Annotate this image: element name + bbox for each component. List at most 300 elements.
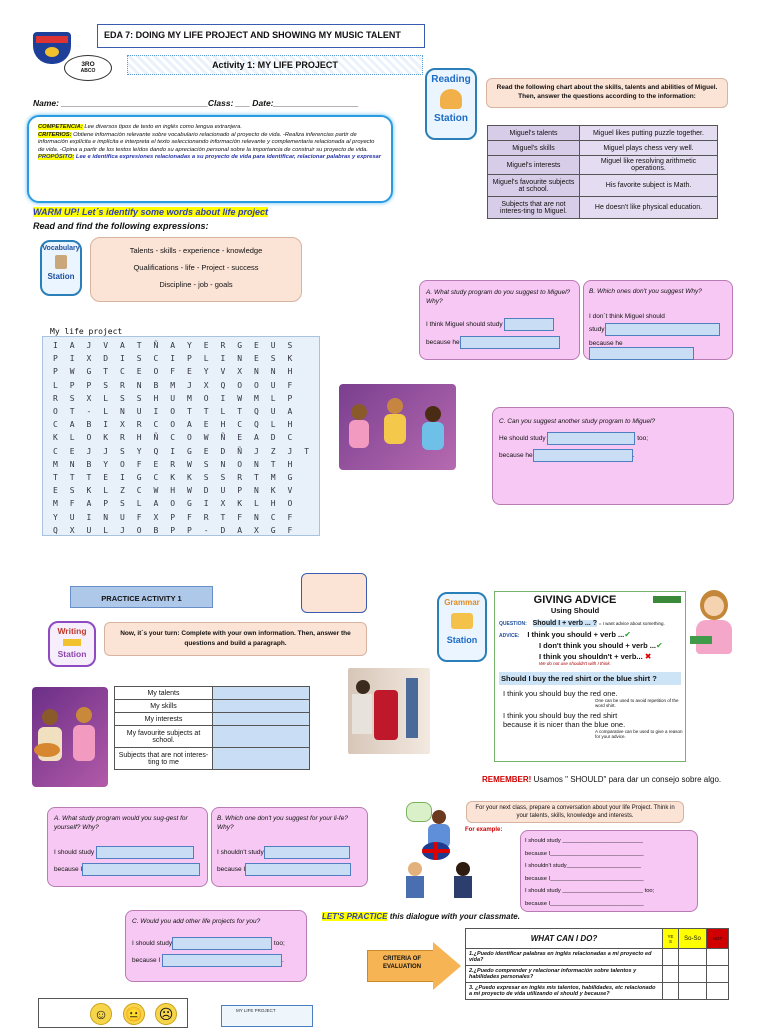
question-b-line3: because he bbox=[589, 340, 623, 347]
wordsearch-letter[interactable]: X bbox=[69, 525, 75, 535]
wordsearch-letter[interactable]: H bbox=[170, 486, 176, 496]
wordsearch-letter[interactable]: Z bbox=[270, 446, 276, 456]
wordsearch-letter[interactable]: N bbox=[220, 459, 226, 469]
wordsearch-letter[interactable]: I bbox=[119, 472, 125, 482]
wordsearch-letter[interactable]: T bbox=[253, 472, 259, 482]
wordsearch-letter[interactable]: C bbox=[136, 486, 142, 496]
wordsearch-letter[interactable]: B bbox=[153, 380, 159, 390]
reading-instruction-box: Read the following chart about the skills, talents and abilities of Miguel. Then, answer the questions according to the information: bbox=[486, 78, 728, 108]
question-a2-line1: I should study bbox=[54, 849, 95, 857]
cross-icon: ✖ bbox=[644, 652, 652, 661]
wordsearch-letter[interactable]: U bbox=[170, 393, 176, 403]
question-note: = I want advice about something. bbox=[598, 621, 665, 626]
wordsearch-letter[interactable]: P bbox=[170, 512, 176, 522]
answer-input-a2-2[interactable] bbox=[82, 863, 200, 876]
wordsearch-letter[interactable]: G bbox=[186, 499, 192, 509]
wordsearch-letter[interactable]: R bbox=[119, 433, 125, 443]
wordsearch-row bbox=[47, 510, 315, 523]
wordsearch-letter[interactable]: Q bbox=[153, 446, 159, 456]
wordsearch-letter[interactable]: P bbox=[186, 525, 192, 535]
wordsearch-letter[interactable]: R bbox=[203, 512, 209, 522]
wordsearch-letter[interactable]: S bbox=[69, 393, 75, 403]
criteria-checkbox[interactable] bbox=[707, 966, 729, 983]
wordsearch-letter[interactable]: J bbox=[103, 446, 109, 456]
giving-advice-title: GIVING ADVICE bbox=[533, 594, 617, 606]
conversation-line[interactable]: because I_____________________________ bbox=[525, 850, 644, 857]
wordsearch-letter[interactable]: F bbox=[69, 499, 75, 509]
wordsearch-letter[interactable]: L bbox=[270, 393, 276, 403]
wordsearch-letter[interactable]: T bbox=[69, 407, 75, 417]
wordsearch-letter[interactable]: Y bbox=[186, 341, 192, 351]
wordsearch-letter[interactable]: S bbox=[203, 459, 209, 469]
criteria-checkbox[interactable] bbox=[679, 983, 707, 1000]
grammar-station-top: Grammar bbox=[444, 598, 480, 607]
wordsearch-letter[interactable]: U bbox=[270, 407, 276, 417]
wordsearch-letter[interactable]: - bbox=[203, 525, 209, 535]
wordsearch-letter[interactable]: E bbox=[237, 433, 243, 443]
answer-input-a1[interactable] bbox=[504, 318, 554, 331]
wordsearch-letter[interactable]: P bbox=[186, 354, 192, 364]
wordsearch-letter[interactable]: P bbox=[86, 380, 92, 390]
wordsearch-letter[interactable]: R bbox=[136, 420, 142, 430]
wordsearch-letter[interactable]: X bbox=[86, 393, 92, 403]
wordsearch-letter[interactable]: S bbox=[270, 354, 276, 364]
criteria-checkbox[interactable] bbox=[663, 966, 679, 983]
question-b2-box bbox=[211, 807, 368, 887]
wordsearch-letter[interactable]: P bbox=[52, 367, 58, 377]
wordsearch-letter[interactable]: L bbox=[103, 525, 109, 535]
table-cell-input[interactable] bbox=[213, 700, 310, 713]
wordsearch-letter[interactable]: P bbox=[170, 525, 176, 535]
remember-text: Usamos " SHOULD" para dar un consejo sobre algo. bbox=[531, 775, 722, 784]
wordsearch-row bbox=[47, 392, 315, 405]
wordsearch-letter[interactable]: U bbox=[69, 512, 75, 522]
wordsearch-letter[interactable]: E bbox=[203, 341, 209, 351]
advice-line-2: I don't think you should + verb ... bbox=[539, 641, 656, 650]
wordsearch-letter[interactable]: I bbox=[220, 354, 226, 364]
answer-input-a2[interactable] bbox=[460, 336, 560, 349]
wordsearch-letter[interactable]: U bbox=[270, 341, 276, 351]
wordsearch-letter[interactable]: T bbox=[237, 407, 243, 417]
wordsearch-letter[interactable]: M bbox=[52, 499, 58, 509]
wordsearch-letter[interactable]: O bbox=[170, 499, 176, 509]
table-cell-input[interactable] bbox=[213, 713, 310, 726]
reading-station-top: Reading bbox=[431, 74, 471, 85]
wordsearch-letter[interactable]: E bbox=[52, 486, 58, 496]
question-c2-line2: because I bbox=[132, 957, 161, 965]
wordsearch-letter[interactable]: S bbox=[136, 393, 142, 403]
lets-practice-text: this dialogue with your classmate. bbox=[387, 912, 520, 921]
wordsearch-letter[interactable]: K bbox=[86, 486, 92, 496]
wordsearch-letter[interactable]: J bbox=[119, 525, 125, 535]
wordsearch-letter[interactable]: R bbox=[52, 393, 58, 403]
wordsearch-letter[interactable]: N bbox=[136, 380, 142, 390]
table-cell-input[interactable] bbox=[213, 687, 310, 700]
wordsearch-letter[interactable]: Q bbox=[253, 420, 259, 430]
wordsearch-letter[interactable]: D bbox=[103, 354, 109, 364]
wordsearch-letter[interactable]: O bbox=[237, 459, 243, 469]
wordsearch-letter[interactable]: F bbox=[170, 367, 176, 377]
wordsearch-letter[interactable]: H bbox=[153, 393, 159, 403]
wordsearch-letter[interactable]: S bbox=[103, 380, 109, 390]
wordsearch-letter[interactable]: U bbox=[86, 525, 92, 535]
wordsearch-letter[interactable]: D bbox=[220, 525, 226, 535]
sad-face-icon[interactable]: ☹ bbox=[155, 1003, 177, 1025]
answer-input-b2[interactable] bbox=[589, 347, 694, 360]
wordsearch-letter[interactable]: S bbox=[69, 486, 75, 496]
conversation-line[interactable]: I shouldn't study_______________________ bbox=[525, 863, 641, 869]
wordsearch-letter[interactable]: A bbox=[69, 341, 75, 351]
wordsearch-letter[interactable]: O bbox=[203, 393, 209, 403]
wordsearch-letter[interactable]: J bbox=[186, 380, 192, 390]
wordsearch-letter[interactable]: O bbox=[136, 525, 142, 535]
answer-input-c2-2[interactable] bbox=[162, 954, 282, 967]
wordsearch-letter[interactable]: S bbox=[136, 354, 142, 364]
wordsearch-letter[interactable]: T bbox=[304, 446, 310, 456]
wordsearch-letter[interactable]: G bbox=[237, 341, 243, 351]
wordsearch-letter[interactable]: E bbox=[203, 446, 209, 456]
example-3: I think you should buy the red shirt because it is nicer than the blue one. bbox=[503, 711, 626, 729]
wordsearch-letter[interactable]: E bbox=[136, 367, 142, 377]
wordsearch-letter[interactable]: L bbox=[253, 499, 259, 509]
wordsearch-letter[interactable]: P bbox=[237, 486, 243, 496]
wordsearch-letter[interactable]: N bbox=[253, 367, 259, 377]
wordsearch-letter[interactable]: C bbox=[52, 420, 58, 430]
wordsearch-letter[interactable]: I bbox=[69, 354, 75, 364]
wordsearch-letter[interactable]: L bbox=[103, 393, 109, 403]
wordsearch-letter[interactable]: I bbox=[86, 512, 92, 522]
wordsearch-letter[interactable]: A bbox=[153, 499, 159, 509]
wordsearch-letter[interactable]: N bbox=[270, 367, 276, 377]
wordsearch-letter[interactable]: I bbox=[170, 446, 176, 456]
wordsearch-letter[interactable]: O bbox=[287, 499, 293, 509]
wordsearch-letter[interactable]: I bbox=[220, 393, 226, 403]
wordsearch-letter[interactable]: M bbox=[186, 393, 192, 403]
wordsearch-letter[interactable]: W bbox=[237, 393, 243, 403]
wordsearch-letter[interactable]: V bbox=[103, 341, 109, 351]
wordsearch-letter[interactable]: S bbox=[203, 472, 209, 482]
wordsearch-letter[interactable]: X bbox=[237, 367, 243, 377]
wordsearch-letter[interactable]: J bbox=[287, 446, 293, 456]
answer-input-b2-1[interactable] bbox=[264, 846, 350, 859]
table-cell-input[interactable] bbox=[213, 726, 310, 748]
wordsearch-letter[interactable]: Ñ bbox=[153, 341, 159, 351]
wordsearch-letter[interactable]: R bbox=[220, 341, 226, 351]
kids-dancing-illustration bbox=[339, 384, 456, 470]
wordsearch-letter[interactable]: K bbox=[270, 486, 276, 496]
answer-input-c1[interactable] bbox=[547, 432, 635, 445]
table-cell-value: Miguel plays chess very well. bbox=[580, 141, 718, 156]
wordsearch-letter[interactable]: B bbox=[153, 525, 159, 535]
wordsearch-letter[interactable]: J bbox=[253, 446, 259, 456]
wordsearch-letter[interactable]: T bbox=[69, 472, 75, 482]
wordsearch-row bbox=[47, 497, 315, 510]
wordsearch-letter[interactable]: S bbox=[119, 499, 125, 509]
wordsearch-letter[interactable]: Y bbox=[136, 446, 142, 456]
check-icon: ✔ bbox=[624, 630, 631, 639]
wordsearch-letter[interactable]: E bbox=[153, 459, 159, 469]
wordsearch-letter[interactable]: U bbox=[136, 407, 142, 417]
wordsearch-letter[interactable]: X bbox=[220, 499, 226, 509]
criteria-checkbox[interactable] bbox=[663, 949, 679, 966]
wordsearch-letter[interactable]: H bbox=[287, 420, 293, 430]
wordsearch-letter[interactable]: X bbox=[253, 525, 259, 535]
wordsearch-letter[interactable]: T bbox=[270, 459, 276, 469]
wordsearch-letter[interactable]: Y bbox=[52, 512, 58, 522]
wordsearch-letter[interactable]: A bbox=[86, 499, 92, 509]
wordsearch-letter[interactable]: M bbox=[270, 472, 276, 482]
wordsearch-letter[interactable]: B bbox=[86, 420, 92, 430]
wordsearch-letter[interactable]: S bbox=[119, 446, 125, 456]
wordsearch-letter[interactable]: C bbox=[237, 420, 243, 430]
wordsearch-letter[interactable]: I bbox=[52, 341, 58, 351]
wordsearch-letter[interactable]: H bbox=[287, 367, 293, 377]
wordsearch-letter[interactable]: L bbox=[69, 433, 75, 443]
wordsearch-letter[interactable]: V bbox=[220, 367, 226, 377]
wordsearch-letter[interactable]: S bbox=[220, 472, 226, 482]
wordsearch-letter[interactable]: E bbox=[203, 420, 209, 430]
wordsearch-letter[interactable]: N bbox=[103, 512, 109, 522]
answer-input-b2-2[interactable] bbox=[245, 863, 351, 876]
table-row bbox=[466, 983, 729, 1000]
wordsearch-letter[interactable]: F bbox=[136, 512, 142, 522]
wordsearch-letter[interactable]: R bbox=[237, 472, 243, 482]
table-row bbox=[115, 687, 310, 700]
table-cell-value: He doesn't like physical education. bbox=[580, 197, 718, 219]
wordsearch-letter[interactable]: T bbox=[203, 407, 209, 417]
wordsearch-letter[interactable]: O bbox=[119, 459, 125, 469]
criteria-checkbox[interactable] bbox=[707, 983, 729, 1000]
wordsearch-letter[interactable]: K bbox=[103, 433, 109, 443]
wordsearch-letter[interactable]: E bbox=[253, 354, 259, 364]
wordsearch-letter[interactable]: C bbox=[153, 420, 159, 430]
wordsearch-letter[interactable]: K bbox=[170, 472, 176, 482]
wordsearch-letter[interactable]: L bbox=[203, 354, 209, 364]
wordsearch-letter[interactable]: I bbox=[119, 354, 125, 364]
header-title-box: EDA 7: DOING MY LIFE PROJECT AND SHOWING MY MUSIC TALENT bbox=[97, 24, 425, 48]
wordsearch-letter[interactable]: N bbox=[69, 459, 75, 469]
wordsearch-letter[interactable]: H bbox=[270, 499, 276, 509]
wordsearch-letter[interactable]: X bbox=[203, 380, 209, 390]
wordsearch-letter[interactable]: Ñ bbox=[220, 433, 226, 443]
wordsearch-letter[interactable]: P bbox=[287, 393, 293, 403]
wordsearch-letter[interactable]: J bbox=[86, 446, 92, 456]
wordsearch-row bbox=[47, 405, 315, 418]
wordsearch-letter[interactable]: O bbox=[237, 380, 243, 390]
wordsearch-letter[interactable]: R bbox=[170, 459, 176, 469]
wordsearch-letter[interactable]: F bbox=[287, 380, 293, 390]
criteria-checkbox[interactable] bbox=[679, 949, 707, 966]
wordsearch-letter[interactable]: C bbox=[287, 433, 293, 443]
wordsearch-letter[interactable]: G bbox=[86, 367, 92, 377]
wordsearch-letter[interactable]: X bbox=[86, 354, 92, 364]
answer-input-c2-1[interactable] bbox=[172, 937, 272, 950]
wordsearch-letter[interactable]: E bbox=[103, 472, 109, 482]
wordsearch-row bbox=[47, 524, 315, 537]
wordsearch-letter[interactable]: L bbox=[52, 380, 58, 390]
wordsearch-letter[interactable]: T bbox=[52, 472, 58, 482]
wordsearch-letter[interactable]: - bbox=[86, 407, 92, 417]
question-c-text: C. Can you suggest another study program to Miguel? bbox=[499, 418, 656, 425]
wordsearch-letter[interactable]: H bbox=[287, 459, 293, 469]
wordsearch-letter[interactable]: A bbox=[119, 341, 125, 351]
wordsearch-letter[interactable]: A bbox=[287, 407, 293, 417]
wordsearch-letter[interactable]: G bbox=[186, 446, 192, 456]
question-a2-box bbox=[47, 807, 208, 887]
answer-input-c2[interactable] bbox=[533, 449, 633, 462]
wordsearch-letter[interactable]: R bbox=[119, 380, 125, 390]
table-cell-input[interactable] bbox=[213, 748, 310, 770]
wordsearch-letter[interactable]: O bbox=[86, 433, 92, 443]
wordsearch-letter[interactable]: K bbox=[186, 472, 192, 482]
wordsearch-letter[interactable]: C bbox=[170, 433, 176, 443]
wordsearch-letter[interactable]: U bbox=[220, 486, 226, 496]
wordsearch-letter[interactable]: H bbox=[220, 420, 226, 430]
wordsearch-letter[interactable]: Q bbox=[220, 380, 226, 390]
question-b-box bbox=[583, 280, 733, 360]
neutral-face-icon[interactable]: 😐 bbox=[123, 1003, 145, 1025]
wordsearch-letter[interactable]: N bbox=[253, 459, 259, 469]
wordsearch-letter[interactable]: F bbox=[186, 512, 192, 522]
wordsearch-letter[interactable]: O bbox=[170, 407, 176, 417]
wordsearch-letter[interactable]: Z bbox=[119, 486, 125, 496]
wordsearch-letter[interactable]: A bbox=[237, 525, 243, 535]
wordsearch-letter[interactable]: Q bbox=[253, 407, 259, 417]
criteria-checkbox[interactable] bbox=[707, 949, 729, 966]
wordsearch-letter[interactable]: L bbox=[220, 407, 226, 417]
wordsearch-letter[interactable]: T bbox=[86, 472, 92, 482]
wordsearch-letter[interactable]: U bbox=[119, 512, 125, 522]
wordsearch-letter[interactable]: A bbox=[253, 433, 259, 443]
wordsearch-letter[interactable]: Q bbox=[52, 525, 58, 535]
wordsearch-letter[interactable]: T bbox=[220, 512, 226, 522]
wordsearch-letter[interactable]: S bbox=[119, 393, 125, 403]
wordsearch-letter[interactable]: Ñ bbox=[237, 446, 243, 456]
wordsearch-letter[interactable]: C bbox=[153, 472, 159, 482]
wordsearch-letter[interactable]: A bbox=[186, 420, 192, 430]
wordsearch-grid bbox=[42, 336, 320, 536]
wordsearch-letter[interactable]: M bbox=[170, 380, 176, 390]
wordsearch-letter[interactable]: C bbox=[153, 354, 159, 364]
wordsearch-letter[interactable]: G bbox=[287, 472, 293, 482]
wordsearch-letter[interactable]: Ñ bbox=[153, 433, 159, 443]
wordsearch-letter[interactable]: P bbox=[52, 354, 58, 364]
wordsearch-letter[interactable]: K bbox=[52, 433, 58, 443]
wordsearch-letter[interactable]: I bbox=[153, 407, 159, 417]
happy-face-icon[interactable]: ☺ bbox=[90, 1003, 112, 1025]
wordsearch-letter[interactable]: X bbox=[119, 420, 125, 430]
wordsearch-letter[interactable]: C bbox=[52, 446, 58, 456]
wordsearch-letter[interactable]: O bbox=[52, 407, 58, 417]
conversation-line[interactable]: because I_____________________________ bbox=[525, 875, 644, 882]
pencil-icon bbox=[63, 639, 81, 646]
wordsearch-letter[interactable]: F bbox=[136, 459, 142, 469]
wordsearch-letter[interactable]: W bbox=[69, 367, 75, 377]
answer-input-a2-1[interactable] bbox=[96, 846, 194, 859]
wordsearch-letter[interactable]: C bbox=[119, 367, 125, 377]
conversation-line[interactable]: because I_____________________________ bbox=[525, 900, 644, 907]
wordsearch-letter[interactable]: D bbox=[220, 446, 226, 456]
wordsearch-letter[interactable]: T bbox=[186, 407, 192, 417]
wordsearch-letter[interactable]: I bbox=[103, 420, 109, 430]
wordsearch-letter[interactable]: B bbox=[86, 459, 92, 469]
wordsearch-letter[interactable]: F bbox=[287, 525, 293, 535]
wordsearch-letter[interactable]: I bbox=[170, 354, 176, 364]
table-row bbox=[115, 700, 310, 713]
wordsearch-letter[interactable]: Y bbox=[103, 459, 109, 469]
example-2: I think you should buy the red one. bbox=[503, 689, 618, 698]
question-a-line1: I think Miguel should study bbox=[426, 321, 503, 329]
wordsearch-letter[interactable]: O bbox=[186, 433, 192, 443]
wordsearch-letter[interactable]: K bbox=[287, 354, 293, 364]
wordsearch-letter[interactable]: L bbox=[103, 407, 109, 417]
wordsearch-letter[interactable]: L bbox=[103, 486, 109, 496]
wordsearch-letter[interactable]: P bbox=[103, 499, 109, 509]
wordsearch-letter[interactable]: V bbox=[287, 486, 293, 496]
criteria-checkbox[interactable] bbox=[679, 966, 707, 983]
advice-line-1: I think you should + verb ... bbox=[527, 630, 625, 639]
wordsearch-letter[interactable]: O bbox=[170, 420, 176, 430]
wordsearch-title: My life project bbox=[50, 327, 123, 336]
wordsearch-letter[interactable]: W bbox=[186, 459, 192, 469]
wordsearch-letter[interactable]: J bbox=[86, 341, 92, 351]
wordsearch-letter[interactable]: N bbox=[253, 512, 259, 522]
conversation-line[interactable]: I should study _________________________ too; bbox=[525, 888, 655, 894]
wordsearch-letter[interactable]: M bbox=[52, 459, 58, 469]
table-cell-value: His favorite subject is Math. bbox=[580, 175, 718, 197]
wordsearch-letter[interactable]: G bbox=[136, 472, 142, 482]
wordsearch-letter[interactable]: C bbox=[270, 512, 276, 522]
wordsearch-letter[interactable]: E bbox=[69, 446, 75, 456]
conversation-line[interactable]: I should study _________________________ bbox=[525, 838, 643, 844]
wordsearch-letter[interactable]: T bbox=[136, 341, 142, 351]
wordsearch-letter[interactable]: Y bbox=[203, 367, 209, 377]
wordsearch-letter[interactable]: L bbox=[136, 499, 142, 509]
wordsearch-letter[interactable]: O bbox=[253, 380, 259, 390]
wordsearch-letter[interactable]: F bbox=[287, 512, 293, 522]
wordsearch-letter[interactable]: S bbox=[287, 341, 293, 351]
wordsearch-letter[interactable]: A bbox=[69, 420, 75, 430]
wordsearch-letter[interactable]: E bbox=[186, 367, 192, 377]
wordsearch-letter[interactable]: W bbox=[186, 486, 192, 496]
wordsearch-letter[interactable]: H bbox=[136, 433, 142, 443]
wordsearch-letter[interactable]: W bbox=[203, 433, 209, 443]
criteria-checkbox[interactable] bbox=[663, 983, 679, 1000]
wordsearch-letter[interactable]: G bbox=[270, 525, 276, 535]
wordsearch-letter[interactable]: X bbox=[153, 512, 159, 522]
answer-input-b1[interactable] bbox=[605, 323, 720, 336]
wordsearch-letter[interactable]: A bbox=[170, 341, 176, 351]
wordsearch-letter[interactable]: O bbox=[153, 367, 159, 377]
wordsearch-letter[interactable]: N bbox=[253, 486, 259, 496]
wordsearch-letter[interactable]: K bbox=[237, 499, 243, 509]
wordsearch-letter[interactable]: P bbox=[69, 380, 75, 390]
wordsearch-letter[interactable]: D bbox=[203, 486, 209, 496]
wordsearch-letter[interactable]: I bbox=[203, 499, 209, 509]
wordsearch-letter[interactable]: M bbox=[253, 393, 259, 403]
wordsearch-letter[interactable]: U bbox=[270, 380, 276, 390]
giving-advice-panel bbox=[494, 591, 686, 762]
col-yes: YE S bbox=[663, 929, 679, 949]
wordsearch-letter[interactable]: W bbox=[153, 486, 159, 496]
wordsearch-letter[interactable]: N bbox=[119, 407, 125, 417]
wordsearch-letter[interactable]: L bbox=[270, 420, 276, 430]
wordsearch-letter[interactable]: E bbox=[253, 341, 259, 351]
wordsearch-letter[interactable]: N bbox=[237, 354, 243, 364]
wordsearch-letter[interactable]: D bbox=[270, 433, 276, 443]
wordsearch-letter[interactable]: T bbox=[103, 367, 109, 377]
wordsearch-letter[interactable]: F bbox=[237, 512, 243, 522]
